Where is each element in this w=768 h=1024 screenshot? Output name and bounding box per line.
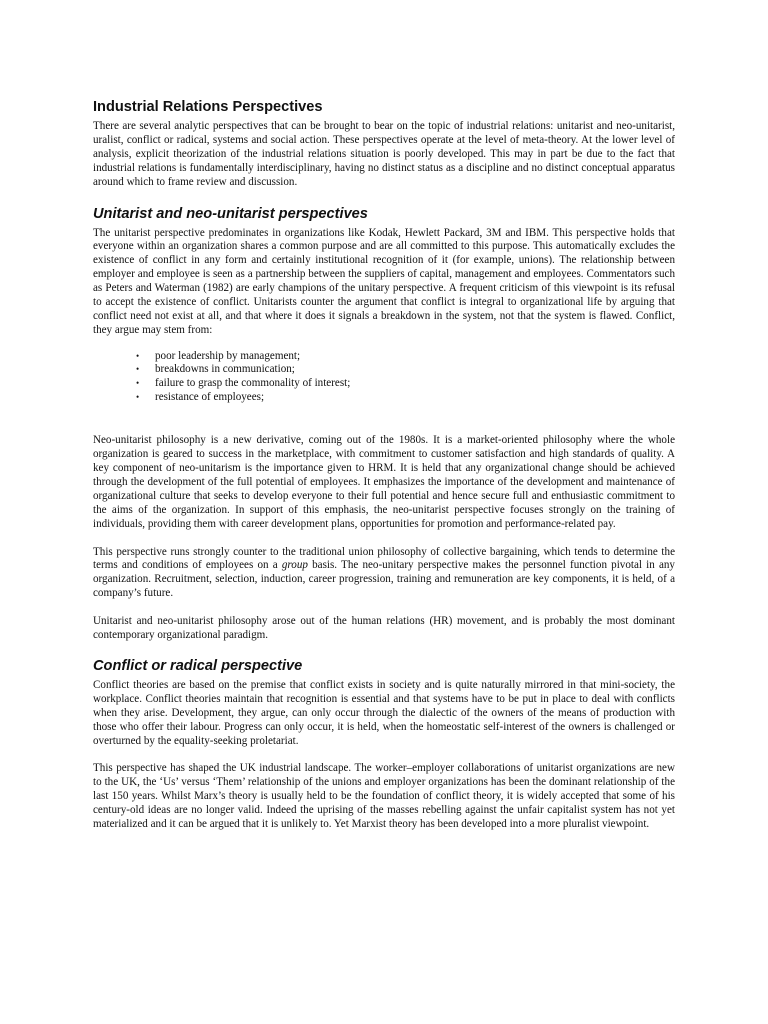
- list-item-text: resistance of employees;: [155, 390, 265, 403]
- section-heading-conflict: Conflict or radical perspective: [93, 657, 303, 674]
- neo-unitarist-paragraph: Neo-unitarist philosophy is a new derivative, coming out of the 1980s. It is a market-oriented philosophy where the whole organization is geared to success in the marketplace, with commitment to customer satisfaction and high standards of quality. A key component of neo-unitarism is the importance given to HRM. It is held that any organizational change should be achieved through the development of the full potential of employees. It emphasizes the importance of the development and maintenance of organizational culture that seeks to develop everyone to their full potential and hence secure full and enthusiastic commitment to the aims of the organization. In support of this emphasis, the neo-unitarist perspective focuses strongly on the training of individuals, providing them with career development plans, opportunities for promotion and performance-related pay.: [93, 434, 675, 530]
- conflict-theories-paragraph: Conflict theories are based on the premise that conflict exists in society and is quite naturally mirrored in that mini-society, the workplace. Conflict theories maintain that recognition is essential and that systems have to be put in place to deal with conflicts when they arise. Development, they argue, can only occur through the dialectic of the owners of the means of production with those who offer their labour. Progress can only occur, it is held, when the homeostatic self-interest of the owners is challenged or overturned by the equality-seeking proletariat.: [93, 678, 675, 747]
- list-item: [136, 363, 675, 377]
- list-item-text: breakdowns in communication;: [155, 363, 295, 376]
- bullet-icon: •: [136, 377, 140, 388]
- list-item: [136, 350, 675, 364]
- list-item: [136, 377, 675, 391]
- paragraph-text: basis. The neo-unitary perspective makes the personnel function pivotal in any organization. Recruitment, selection, induction, career progression, training and remuneration are key components, it is held, of a company’s future.: [93, 559, 675, 600]
- list-item: [136, 391, 675, 405]
- conflict-causes-list: [93, 350, 675, 404]
- list-item-text: failure to grasp the commonality of interest;: [155, 376, 351, 389]
- unitarist-paragraph: The unitarist perspective predominates in organizations like Kodak, Hewlett Packard, 3M and IBM. This perspective holds that everyone within an organization shares a common purpose and are all committed to this purpose. This automatically excludes the existence of conflict in any form and certainly institutional recognition of it (for example, unions). The relationship between employer and employee is seen as a partnership between the suppliers of capital, management and employees. Commentators such as Peters and Waterman (1982) are early champions of the unitary perspective. A frequent criticism of this viewpoint is its refusal to accept the existence of conflict. Unitarists counter the argument that conflict is integral to organizational life by arguing that conflict need not exist at all, and that where it does it signals a breakdown in the system, not that the system is flawed. Conflict, they argue may stem from:: [93, 226, 675, 336]
- hr-movement-paragraph: Unitarist and neo-unitarist philosophy arose out of the human relations (HR) movement, and is probably the most dominant contemporary organizational paradigm.: [93, 615, 675, 642]
- document-page: [93, 98, 675, 832]
- section-heading-industrial-relations: Industrial Relations Perspectives: [93, 99, 323, 115]
- paragraph-text: This perspective runs strongly counter to the traditional union philosophy of collective bargaining, which tends to determine the terms and conditions of employees on a: [93, 545, 675, 572]
- bullet-icon: •: [136, 364, 140, 375]
- union-philosophy-paragraph: [93, 546, 675, 602]
- section-heading-unitarist: Unitarist and neo-unitarist perspectives: [93, 205, 368, 222]
- list-item-text: poor leadership by management;: [155, 349, 301, 362]
- emphasized-word: group: [281, 559, 308, 572]
- bullet-icon: •: [136, 391, 140, 402]
- intro-paragraph: There are several analytic perspectives that can be brought to bear on the topic of industrial relations: unitarist and neo-unitarist, uralist, conflict or radical, systems and social action. These perspectives operate at the level of meta-theory. At the lower level of analysis, explicit theorization of the industrial relations situation is poorly developed. This may in part be due to the fact that industrial relations is fundamentally interdisciplinary, having no distinct status as a discipline and no distinct conceptual apparatus around which to frame review and discussion.: [93, 120, 675, 188]
- bullet-icon: •: [136, 350, 140, 361]
- uk-landscape-paragraph: This perspective has shaped the UK industrial landscape. The worker–employer collaborations of unitarist organizations are new to the UK, the ‘Us’ versus ‘Them’ relationship of the unions and employer organizations has been the dominant relationship of the last 150 years. Whilst Marx’s theory is usually held to be the foundation of conflict theory, it is widely accepted that some of his century-old ideas are no longer valid. Indeed the uprising of the masses rebelling against the unfair capitalist system has not yet materialized and it can be argued that it is unlikely to. Yet Marxist theory has been developed into a more pluralist viewpoint.: [93, 762, 675, 831]
